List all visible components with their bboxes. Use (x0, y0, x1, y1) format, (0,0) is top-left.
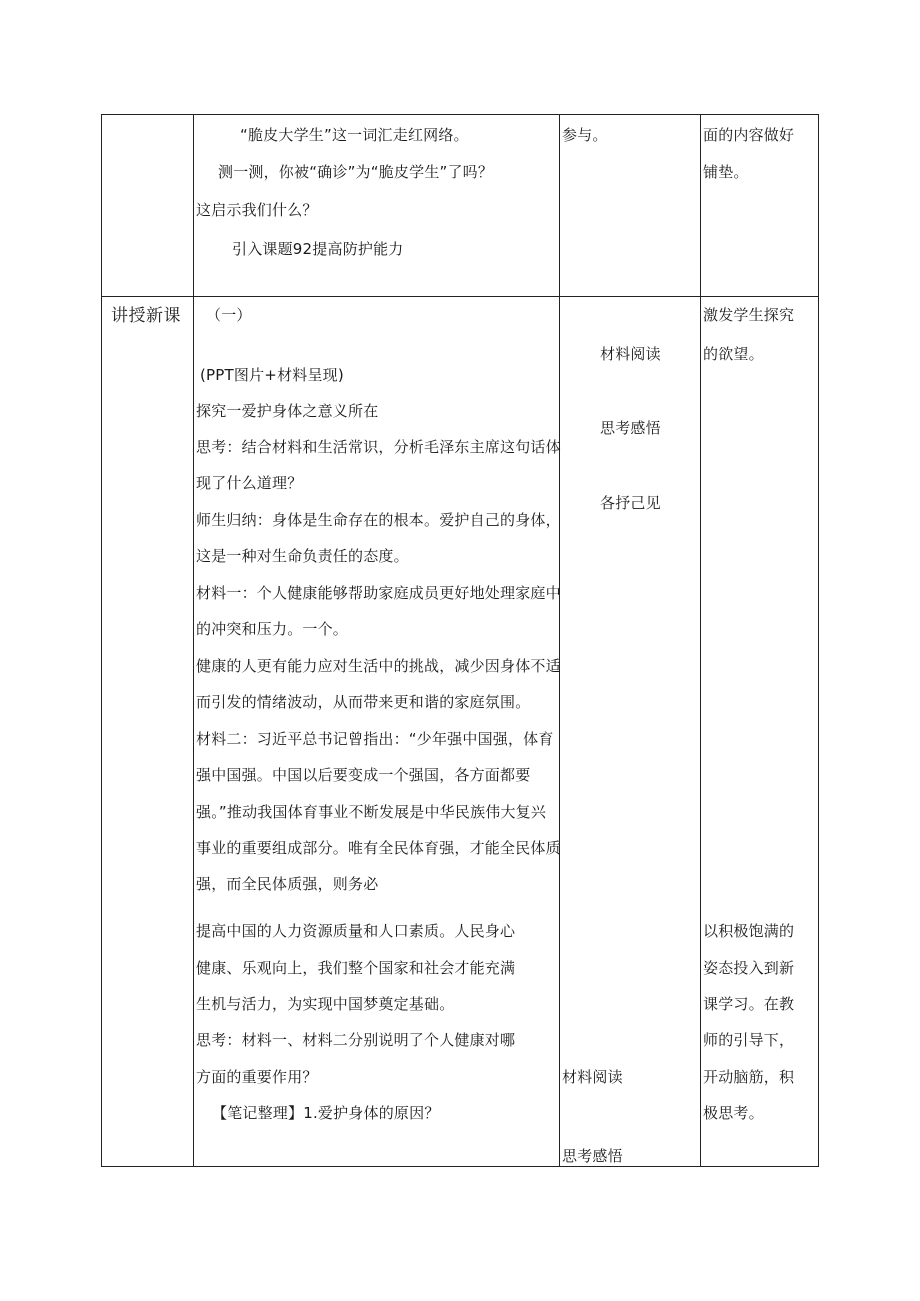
lecture-text-line: 材料一：个人健康能够帮助家庭成员更好地处理家庭中 (196, 584, 561, 602)
lecture-text-line: 探究一爱护身体之意义所在 (196, 402, 379, 420)
design-intent-line: 以积极饱满的 (703, 922, 795, 940)
lecture-text-line: 事业的重要组成部分。唯有全民体育强，才能全民体质 (196, 839, 561, 857)
lecture-text-line: 而引发的情绪波动，从而带来更和谐的家庭氛围。 (196, 693, 531, 711)
lecture-text-line: 健康的人更有能力应对生活中的挑战，减少因身体不适 (196, 657, 561, 675)
intro-student-activity: 参与。 (562, 126, 608, 144)
table-bottom-border (101, 1166, 819, 1167)
table-right-border (818, 114, 819, 1167)
design-intent-line: 极思考。 (703, 1104, 764, 1122)
intro-lesson-title: 引入课题92提高防护能力 (232, 240, 404, 258)
intro-design-intent-line: 面的内容做好 (703, 126, 795, 144)
student-activity: 材料阅读 (562, 1068, 623, 1086)
lecture-text-line: 思考：材料一、材料二分别说明了个人健康对哪 (196, 1031, 516, 1049)
lecture-text-line: 强。”推动我国体育事业不断发展是中华民族伟大复兴 (196, 803, 547, 821)
lecture-text-line: 提高中国的人力资源质量和人口素质。人民身心 (196, 922, 516, 940)
lecture-text-line: (PPT图片+材料呈现) (200, 366, 344, 384)
intro-text-line: “脆皮大学生”这一词汇走红网络。 (240, 126, 469, 144)
lecture-text-line: 材料二：习近平总书记曾指出：“少年强中国强，体育 (196, 730, 554, 748)
lecture-text-line: 师生归纳：身体是生命存在的根本。爱护自己的身体， (196, 511, 561, 529)
student-activity: 材料阅读 (600, 345, 661, 363)
design-intent-line: 激发学生探究 (703, 306, 795, 324)
lecture-text-line: 强，而全民体质强，则务必 (196, 875, 379, 893)
intro-design-intent-line: 铺垫。 (703, 163, 749, 181)
student-activity: 各抒己见 (600, 494, 661, 512)
lecture-text-line: 方面的重要作用？ (196, 1068, 318, 1086)
notes-heading: 【笔记整理】1.爱护身体的原因？ (212, 1104, 440, 1122)
intro-text-line: 这启示我们什么？ (196, 201, 318, 219)
column-divider (700, 114, 701, 1167)
design-intent-line: 开动脑筋，积 (703, 1068, 795, 1086)
lecture-text-line: 强中国强。中国以后要变成一个强国，各方面都要 (196, 766, 531, 784)
lecture-text-line: 生机与活力，为实现中国梦奠定基础。 (196, 995, 455, 1013)
lecture-text-line: 这是一种对生命负责任的态度。 (196, 547, 409, 565)
table-top-border (101, 114, 819, 115)
lecture-text-line: 思考：结合材料和生活常识，分析毛泽东主席这句话体 (196, 438, 561, 456)
design-intent-line: 课学习。在教 (703, 995, 795, 1013)
lecture-text-line: 现了什么道理？ (196, 474, 303, 492)
lecture-text-line: （一） (206, 306, 252, 324)
lecture-text-line: 健康、乐观向上，我们整个国家和社会才能充满 (196, 959, 516, 977)
column-divider (559, 114, 560, 1167)
row-divider (101, 296, 819, 297)
stage-label: 讲授新课 (111, 306, 181, 326)
lecture-text-line: 的冲突和压力。一个。 (196, 620, 349, 638)
table-left-border (101, 114, 102, 1167)
design-intent-line: 的欲望。 (703, 345, 764, 363)
column-divider (193, 114, 194, 1167)
design-intent-line: 师的引导下， (703, 1031, 795, 1049)
design-intent-line: 姿态投入到新 (703, 959, 795, 977)
student-activity: 思考感悟 (562, 1147, 623, 1165)
student-activity: 思考感悟 (600, 419, 661, 437)
intro-text-line: 测一测，你被“确诊”为“脆皮学生”了吗？ (218, 163, 494, 181)
